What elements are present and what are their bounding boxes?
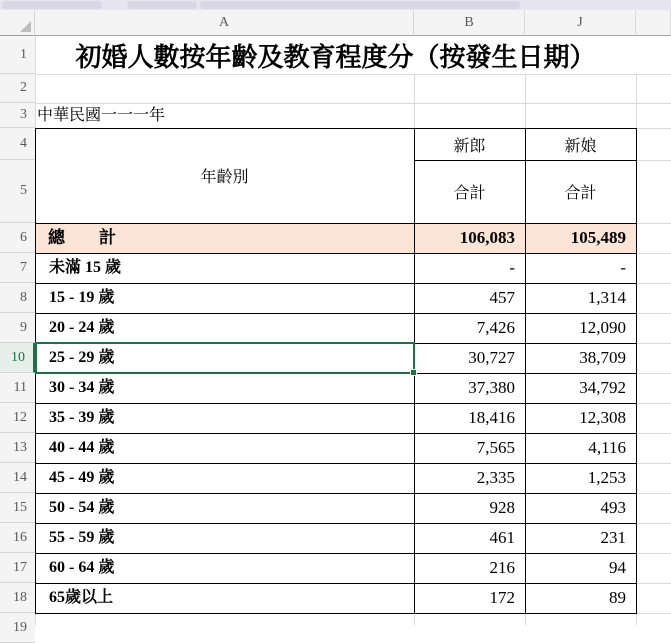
bride-value-cell[interactable]: 94 xyxy=(609,558,626,577)
age-label-cell[interactable]: 40 - 44 歲 xyxy=(49,439,115,456)
row-header-13[interactable]: 13 xyxy=(0,433,35,463)
grid-line xyxy=(636,493,671,494)
total-label-cell[interactable]: 總 計 xyxy=(48,228,116,247)
row-header-12[interactable]: 12 xyxy=(0,403,35,433)
column-header-next[interactable] xyxy=(636,10,671,36)
bride-value-cell[interactable]: 89 xyxy=(609,588,626,607)
year-cell[interactable]: 中華民國一一一年 xyxy=(37,107,166,124)
bride-value-cell[interactable]: 493 xyxy=(600,498,626,517)
select-all-triangle-icon xyxy=(20,21,31,32)
sheet-title-cell[interactable]: 初婚人數按年齡及教育程度分（按發生日期） xyxy=(75,41,596,72)
grid-line xyxy=(525,74,526,128)
bride-total-header-cell[interactable]: 合計 xyxy=(564,185,597,202)
row-header-15[interactable]: 15 xyxy=(0,493,35,523)
age-group-header-cell[interactable]: 年齡別 xyxy=(200,169,249,186)
age-label-cell[interactable]: 15 - 19 歲 xyxy=(49,289,115,306)
age-label-cell[interactable]: 55 - 59 歲 xyxy=(49,529,115,546)
bride-value-cell[interactable]: 1,253 xyxy=(587,468,626,487)
ribbon-edge-shape xyxy=(2,1,102,9)
age-label-cell[interactable]: 60 - 64 歲 xyxy=(49,559,115,576)
row-header-9[interactable]: 9 xyxy=(0,313,35,343)
row-header-4[interactable]: 4 xyxy=(0,128,35,160)
grid-line xyxy=(636,463,671,464)
bride-value-cell[interactable]: 231 xyxy=(600,528,626,547)
row-header-1[interactable]: 1 xyxy=(0,36,35,74)
grid-line xyxy=(636,223,671,224)
row-header-7[interactable]: 7 xyxy=(0,253,35,283)
grid-line xyxy=(636,373,671,374)
row-header-5[interactable]: 5 xyxy=(0,160,35,223)
age-label-cell[interactable]: 45 - 49 歲 xyxy=(49,469,115,486)
row-header-10[interactable]: 10 xyxy=(0,343,35,373)
select-all-corner[interactable] xyxy=(0,10,35,36)
age-label-cell[interactable]: 50 - 54 歲 xyxy=(49,499,115,516)
ribbon-edge-strip xyxy=(0,0,671,10)
grid-line xyxy=(636,403,671,404)
row-header-14[interactable]: 14 xyxy=(0,463,35,493)
age-label-cell[interactable]: 30 - 34 歲 xyxy=(49,379,115,396)
groom-value-cell[interactable]: 461 xyxy=(489,528,515,547)
grid-line xyxy=(636,128,671,129)
grid-line xyxy=(636,283,671,284)
row-header-8[interactable]: 8 xyxy=(0,283,35,313)
age-label-cell[interactable]: 未滿 15 歲 xyxy=(49,259,122,276)
bride-value-cell[interactable]: 4,116 xyxy=(588,438,626,457)
grid-line xyxy=(636,313,671,314)
table-border-line xyxy=(636,128,637,614)
age-label-cell[interactable]: 35 - 39 歲 xyxy=(49,409,115,426)
column-header-j[interactable]: J xyxy=(525,10,636,36)
age-label-cell[interactable]: 65歲以上 xyxy=(49,589,114,606)
row-header-18[interactable]: 18 xyxy=(0,583,35,613)
bride-value-cell[interactable]: 38,709 xyxy=(579,348,626,367)
active-cell-selection xyxy=(35,342,415,374)
grid-line xyxy=(636,253,671,254)
bride-value-cell[interactable]: 34,792 xyxy=(579,378,626,397)
groom-value-cell[interactable]: 457 xyxy=(489,288,515,307)
grid-line xyxy=(636,613,671,614)
grid-line xyxy=(636,583,671,584)
grid-line xyxy=(636,433,671,434)
groom-value-cell[interactable]: 30,727 xyxy=(468,348,515,367)
groom-value-cell[interactable]: 7,426 xyxy=(476,318,515,337)
total-bride-value-cell[interactable]: 105,489 xyxy=(570,228,626,247)
age-label-cell[interactable]: 25 - 29 歲 xyxy=(49,349,115,366)
groom-total-header-cell[interactable]: 合計 xyxy=(453,185,486,202)
groom-value-cell[interactable]: 2,335 xyxy=(476,468,515,487)
groom-value-cell[interactable]: - xyxy=(509,258,515,277)
ribbon-edge-shape xyxy=(200,1,520,9)
groom-value-cell[interactable]: 18,416 xyxy=(468,408,515,427)
groom-value-cell[interactable]: 216 xyxy=(489,558,515,577)
row-header-2[interactable]: 2 xyxy=(0,74,35,103)
row-header-6[interactable]: 6 xyxy=(0,223,35,253)
row-header-3[interactable]: 3 xyxy=(0,103,35,128)
row-header-11[interactable]: 11 xyxy=(0,373,35,403)
bride-header-cell[interactable]: 新娘 xyxy=(564,138,597,155)
grid-line xyxy=(414,613,415,625)
groom-value-cell[interactable]: 7,565 xyxy=(476,438,515,457)
row-header-19[interactable]: 19 xyxy=(0,613,35,643)
bride-value-cell[interactable]: 12,308 xyxy=(579,408,626,427)
grid-line xyxy=(636,523,671,524)
groom-header-cell[interactable]: 新郎 xyxy=(453,138,486,155)
row-header-17[interactable]: 17 xyxy=(0,553,35,583)
age-label-cell[interactable]: 20 - 24 歲 xyxy=(49,319,115,336)
groom-value-cell[interactable]: 928 xyxy=(489,498,515,517)
grid-line xyxy=(636,613,637,625)
column-header-a[interactable]: A xyxy=(35,10,414,36)
grid-line xyxy=(636,160,671,161)
grid-line xyxy=(35,74,671,75)
groom-value-cell[interactable]: 172 xyxy=(489,588,515,607)
groom-value-cell[interactable]: 37,380 xyxy=(468,378,515,397)
grid-line xyxy=(525,613,526,625)
grid-line xyxy=(636,343,671,344)
grid-line xyxy=(636,74,637,128)
total-groom-value-cell[interactable]: 106,083 xyxy=(459,228,515,247)
grid-line xyxy=(636,553,671,554)
bride-value-cell[interactable]: 12,090 xyxy=(579,318,626,337)
column-header-b[interactable]: B xyxy=(414,10,525,36)
row-header-16[interactable]: 16 xyxy=(0,523,35,553)
bride-value-cell[interactable]: - xyxy=(620,258,626,277)
bride-value-cell[interactable]: 1,314 xyxy=(587,288,626,307)
table-border-line xyxy=(35,613,637,614)
fill-handle[interactable] xyxy=(410,369,417,376)
ribbon-edge-shape xyxy=(127,1,197,9)
